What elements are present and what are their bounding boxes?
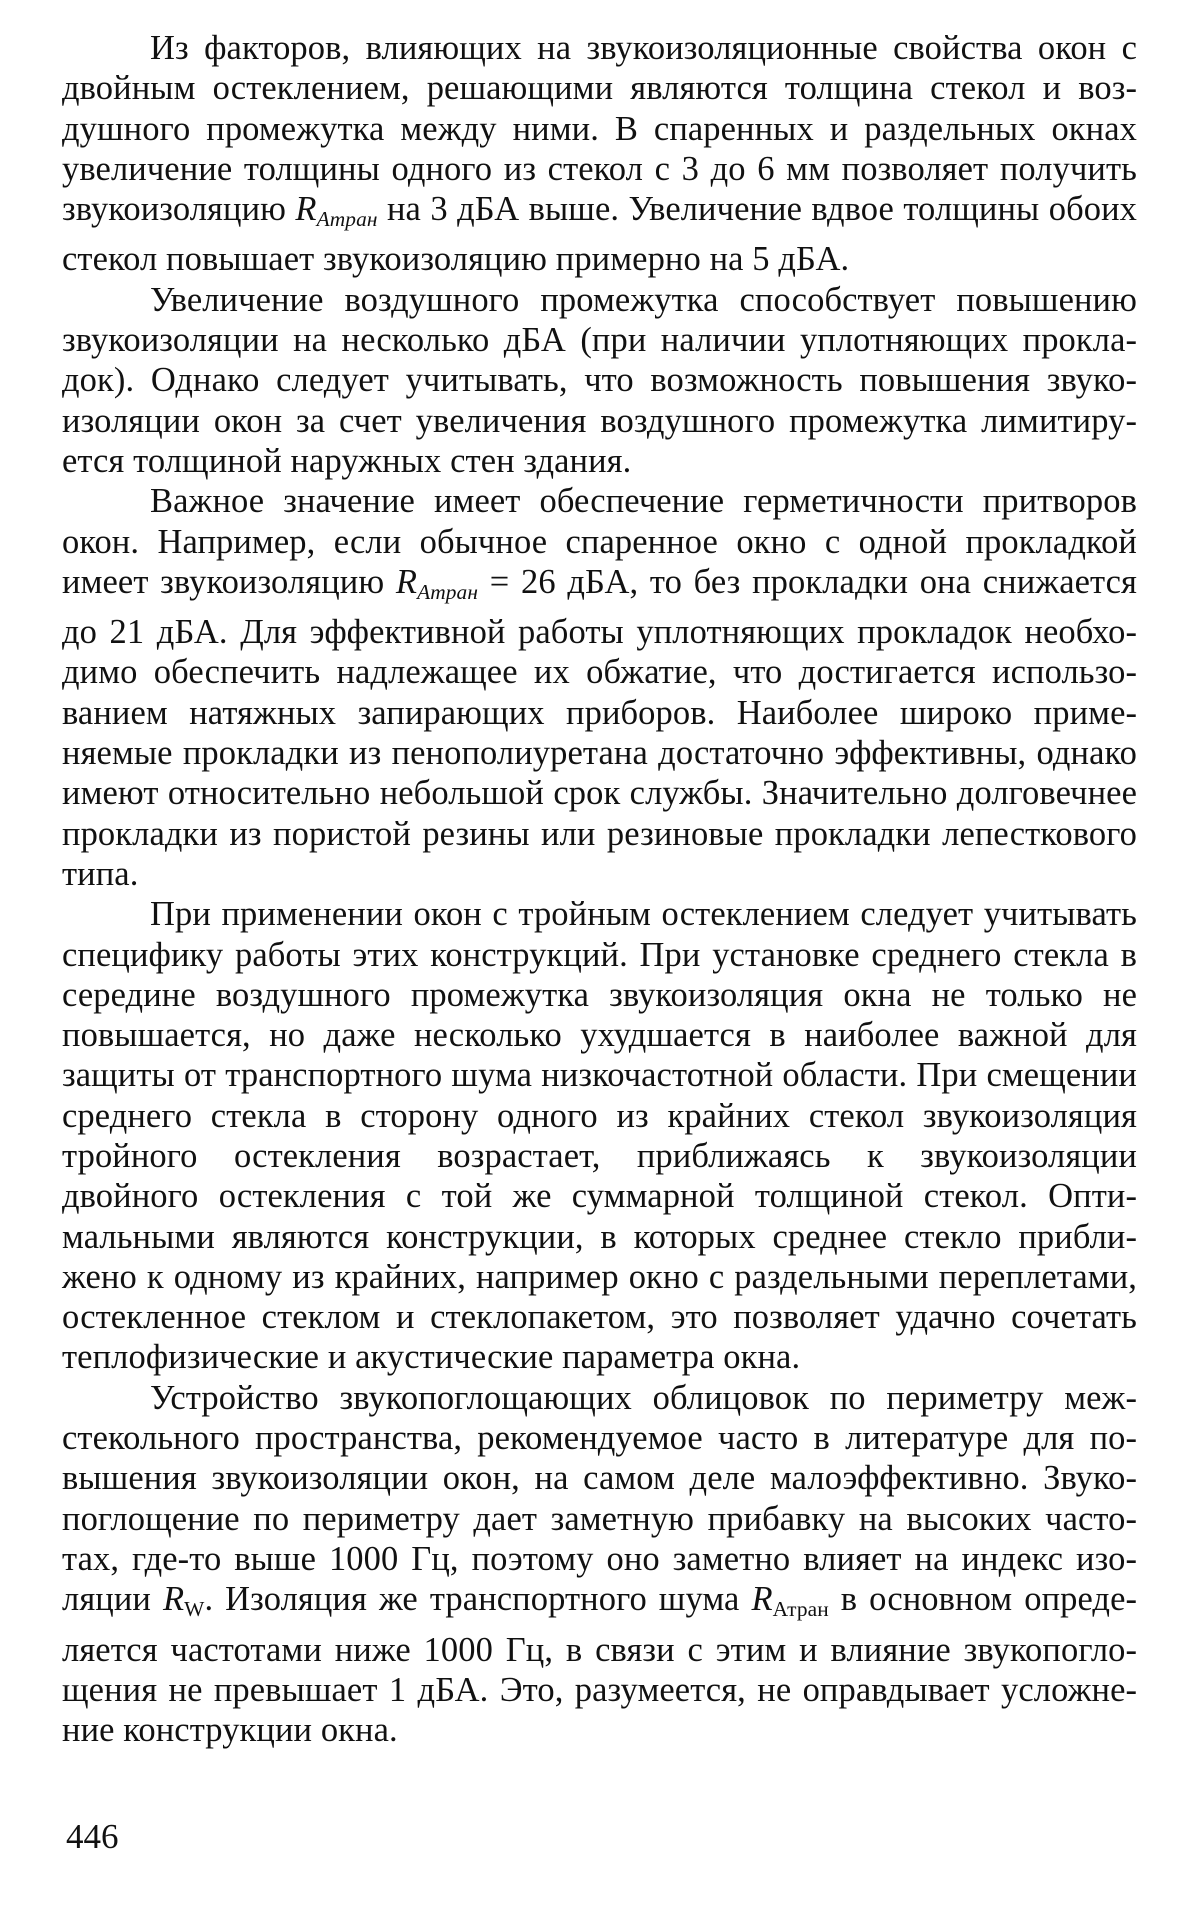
- symbol-subscript: Атран: [417, 579, 479, 604]
- paragraph-text: = 26 дБА, то без прокладки она снижается до 21 дБА. Для эффективной работы уплотняющих прокладок необходимо обеспечить надлежащее их обжатие, что достигается использованием натяжных запирающих приборов. Наиболее широко применяемые прокладки из пенополиуретана достаточно эффективны, однако имеют относительно небольшой срок службы. Значительно долговечнее прокладки из пористой резины или резиновые прокладки лепесткового типа.: [62, 562, 1137, 893]
- paragraph-text: Увеличение воздушного промежутка способствует повышению звукоизоляции на несколько дБА (при наличии уплотняющих прокладок). Однако следует учитывать, что возможность повышения звукоизоляции окон за счет увеличения воздушного промежутка лимитируется толщиной наружных стен здания.: [62, 280, 1137, 480]
- page-number: 446: [66, 1817, 119, 1856]
- paragraph-text: на 3 дБА выше. Увеличение вдвое толщины обоих стекол повышает звукоизоляцию примерно на 5 дБА.: [62, 190, 1137, 279]
- paragraph-text: Устройство звукопоглощающих облицовок по периметру межстекольного пространства, рекомендуемое часто в литературе для повышения звукоизоляции окон, на самом деле малоэффективно. Звукопоглощение по периметру дает заметную прибавку на высоких частотах, где-то выше 1000 Гц, поэтому оно заметно влияет на индекс изоляции: [62, 1378, 1137, 1619]
- symbol-subscript: Атран: [772, 1597, 829, 1622]
- symbol-subscript: Атран: [316, 207, 378, 232]
- paragraph: [62, 481, 1137, 894]
- symbol-r-with-subscript: [295, 190, 378, 232]
- symbol-main: R: [395, 562, 418, 601]
- paragraph-text: При применении окон с тройным остеклением следует учитывать специфику работы этих конструкций. При установке среднего стекла в середине воздушного промежутка звукоизоляция окна не только не повышается, но даже несколько ухудшается в наиболее важной для защиты от транспортного шума низкочастотной области. При смещении среднего стекла в сторону одного из крайних стекол звукоизоляция тройного остекления возрастает, приближаясь к звукоизоляции двойного остекления с той же суммарной толщиной стекол. Оптимальными являются конструкции, в которых среднее стекло приближено к одному из крайних, например окно с раздельными переплетами, остекленное стеклом и стеклопакетом, это позволяет удачно сочетать теплофизические и акустические параметра окна.: [62, 895, 1137, 1377]
- paragraph: [62, 28, 1137, 280]
- symbol-r-with-subscript: [395, 562, 479, 604]
- paragraph-text: . Изоляция же транспортного шума: [204, 1580, 752, 1619]
- symbol-subscript: W: [184, 1597, 205, 1622]
- symbol-main: R: [162, 1580, 185, 1619]
- paragraph: [62, 894, 1137, 1378]
- symbol-main: R: [751, 1580, 773, 1619]
- book-page-body: [62, 28, 1137, 1750]
- symbol-r-with-subscript: [162, 1580, 205, 1622]
- symbol-r-with-subscript: [751, 1580, 829, 1622]
- paragraph-text: Важное значение имеет обеспечение герметичности притворов окон. Например, если обычное спаренное окно с одной прокладкой имеет звукоизоляцию: [62, 482, 1137, 601]
- paragraph-text: Из факторов, влияющих на звукоизоляционные свойства окон с двойным остеклением, решающими являются толщина стекол и воздушного промежутка между ними. В спаренных и раздельных окнах увеличение толщины одного из стекол с 3 до 6 мм позволяет получить звукоизоляцию: [62, 29, 1137, 229]
- symbol-main: R: [295, 190, 317, 229]
- paragraph: [62, 1378, 1137, 1751]
- paragraph: [62, 280, 1137, 481]
- paragraph-text: в основном определяется частотами ниже 1000 Гц, в связи с этим и влияние звукопоглощения не превышает 1 дБА. Это, разумеется, не оправдывает усложнение конструкции окна.: [62, 1580, 1138, 1750]
